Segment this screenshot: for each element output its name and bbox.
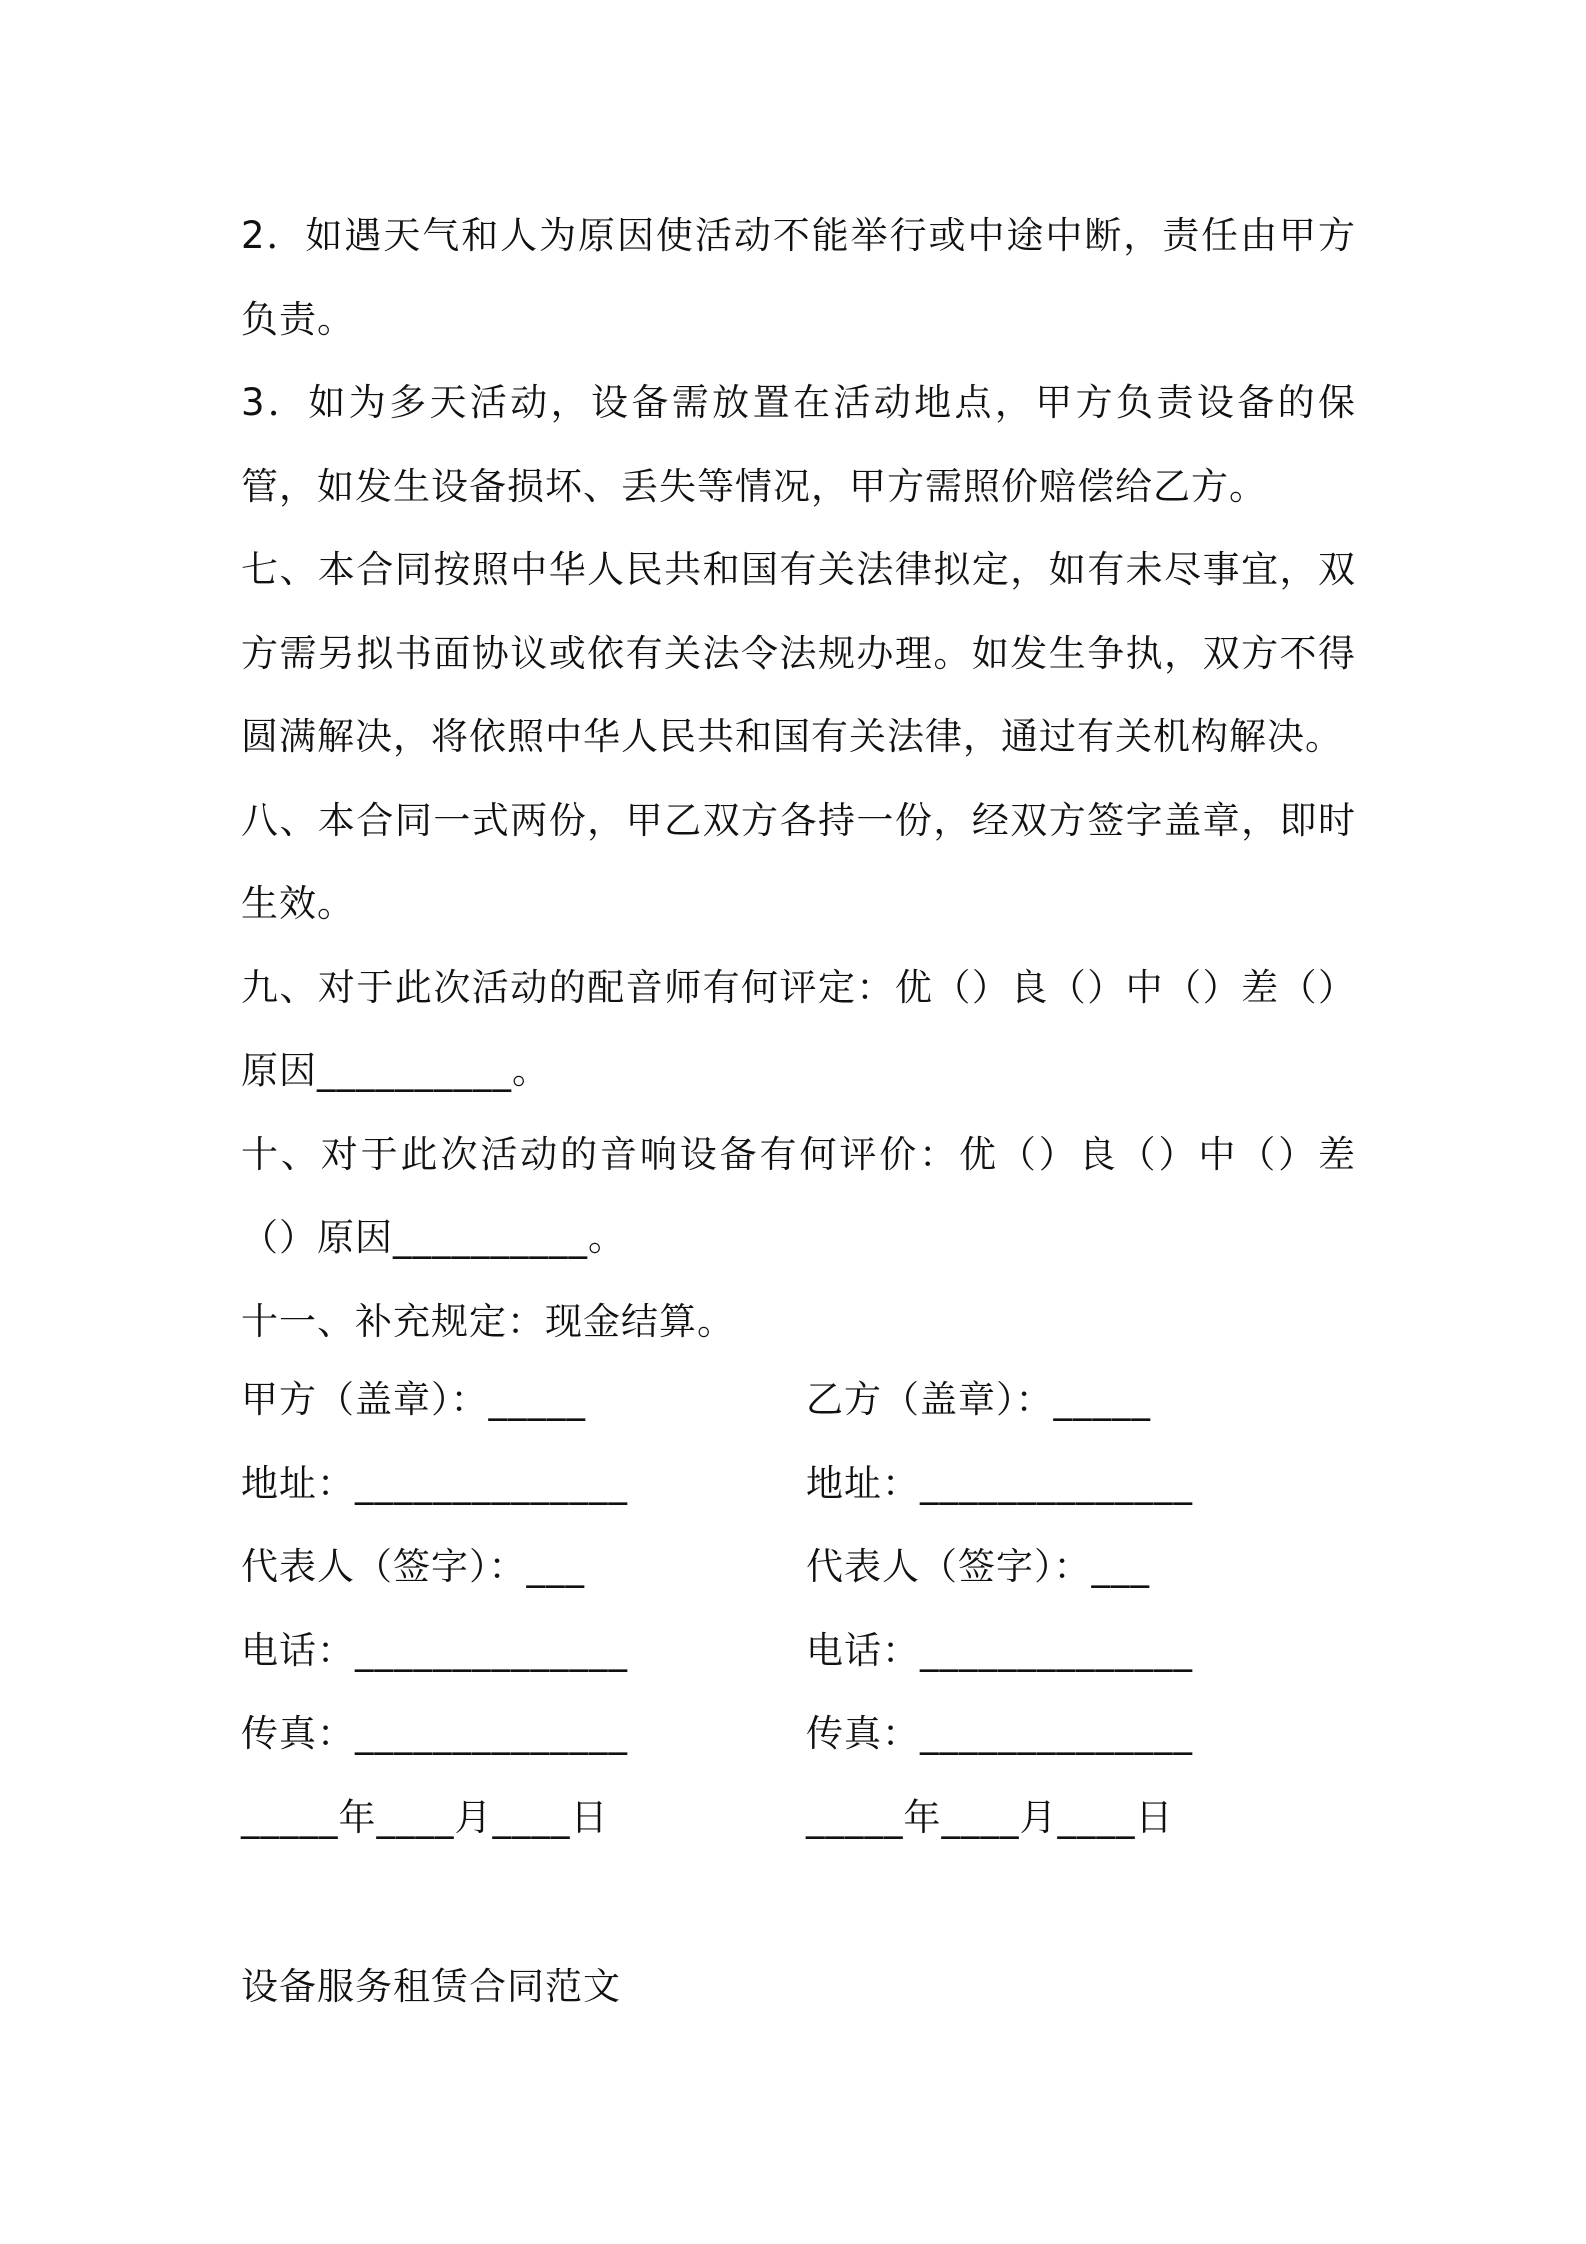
- contract-body: [241, 194, 1356, 1363]
- signature-representative-row: [241, 1525, 1356, 1609]
- clause-11-supplementary: 十一、补充规定：现金结算。: [241, 1299, 735, 1343]
- signature-fax-row: [241, 1692, 1356, 1776]
- party-a-fax: 传真：______________: [241, 1712, 628, 1755]
- signature-phone-row: [241, 1609, 1356, 1693]
- clause-2-weather: 2．如遇天气和人为原因使活动不能举行或中途中断，责任由甲方负责。: [241, 214, 1356, 341]
- clause-10-audio-equipment-rating: 十、对于此次活动的音响设备有何评价：优（）良（）中（）差（）原因__________。: [241, 1132, 1356, 1259]
- party-a-address: 地址：______________: [241, 1461, 628, 1505]
- next-document-title: 设备服务租赁合同范文: [241, 1965, 621, 2008]
- party-b-representative: 代表人（签字）：___: [806, 1545, 1150, 1588]
- party-b-seal: 乙方（盖章）：_____: [806, 1378, 1151, 1421]
- party-b-address: 地址：______________: [806, 1461, 1193, 1505]
- clause-3-equipment-custody: 3．如为多天活动，设备需放置在活动地点，甲方负责设备的保管，如发生设备损坏、丢失等情况，甲方需照价赔偿给乙方。: [241, 381, 1356, 508]
- clause-8-copies: 八、本合同一式两份，甲乙双方各持一份，经双方签字盖章，即时生效。: [241, 798, 1356, 925]
- party-a-date: _____年____月____日: [241, 1795, 609, 1839]
- signature-address-row: [241, 1442, 1356, 1526]
- signature-date-row: [241, 1776, 1356, 1860]
- clause-9-voice-actor-rating: 九、对于此次活动的配音师有何评定：优（）良（）中（）差（）原因__________。: [241, 965, 1356, 1092]
- party-b-phone: 电话：______________: [806, 1628, 1193, 1672]
- clause-7-legal-basis: 七、本合同按照中华人民共和国有关法律拟定，如有未尽事宜，双方需另拟书面协议或依有关法令法规办理。如发生争执，双方不得圆满解决，将依照中华人民共和国有关法律，通过有关机构解决。: [241, 548, 1356, 758]
- party-a-phone: 电话：______________: [241, 1628, 628, 1672]
- party-b-fax: 传真：______________: [806, 1712, 1193, 1755]
- signature-section: [241, 1358, 1356, 1859]
- party-a-representative: 代表人（签字）：___: [241, 1545, 585, 1588]
- party-a-seal: 甲方（盖章）：_____: [241, 1378, 586, 1421]
- signature-seal-row: [241, 1358, 1356, 1442]
- party-b-date: _____年____月____日: [806, 1795, 1174, 1839]
